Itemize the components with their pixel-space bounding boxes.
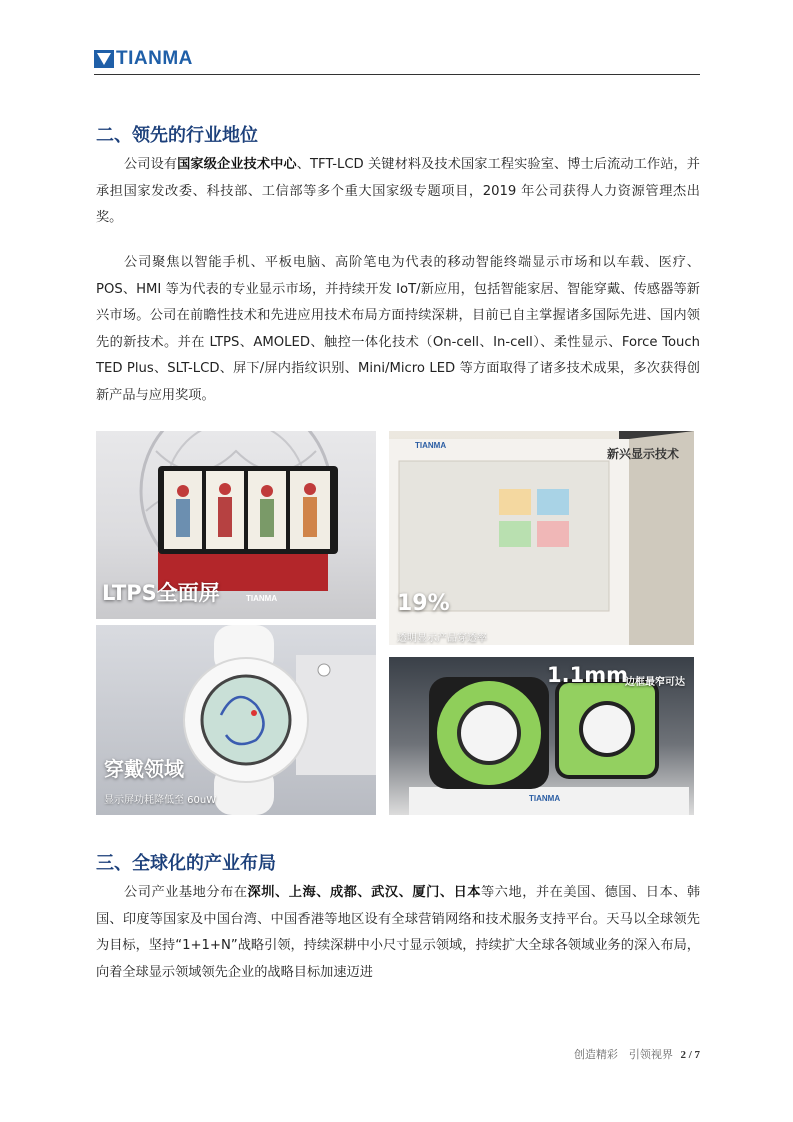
separator: 、 [357,885,372,900]
wearable-caption: 穿戴领域 [104,757,184,781]
photo-wearable-display [96,625,376,815]
section3-paragraph-1 [96,880,700,986]
tianma-logo-mark-icon [94,50,114,68]
highlight-text: 国家级企业技术中心 [177,157,297,172]
city-name: 深圳 [247,885,276,900]
bezel-caption: 边框最窄可达 [625,677,685,688]
page-header [94,46,700,75]
separator: 、 [439,885,454,900]
city-name: 武汉 [371,885,399,900]
text: 公司设有 [124,157,178,172]
transparent-brand-label: TIANMA [415,441,447,450]
photo-ltps-display [96,431,376,619]
text: 等六地，并在美国、德国、日本、韩国、印度等国家及中国台湾、中国香港等地区设有全球营销网络和技术服务支持平台。天马以全球领先为目标，坚持“1+1+N”战略引领，持续深耕中小尺寸显示领域，持续扩大全球各领域业务的深入布局，向着全球显示领域领先企业的战略目标加速迈进 [96,885,701,980]
photo-narrow-bezel-display [389,657,694,815]
wearable-subcaption: 显示屏功耗降低至 60uW [104,795,217,806]
tianma-logo [94,48,193,70]
text: 公司产业基地分布在 [124,885,248,900]
separator: 、 [275,885,289,900]
section2-title: 二、领先的行业地位 [96,125,258,146]
sign-text: 新兴显示技术 [607,447,680,461]
text: 、TFT-LCD 关键材料及技术国家工程实验室、博士后流动工作站，并承担国家发改委、科技部、工信部等多个重大国家级专题项目，2019 年公司获得人力资源管理杰出奖。 [96,157,700,225]
city-name: 日本 [453,885,482,900]
footer-slogan: 创造精彩 引领视界 [573,1048,673,1061]
city-name: 上海 [288,885,317,900]
ltps-brand-label: TIANMA [246,594,278,603]
transparency-caption: 透明显示产品穿透率 [397,633,487,644]
separator: 、 [316,885,330,900]
photo-transparent-display [389,431,694,645]
bezel-width-value: 1.1mm [547,663,628,687]
separator: 、 [398,885,413,900]
watch-graphic [96,625,376,815]
bezel-brand-label: TIANMA [529,794,561,803]
section2-paragraph-2: 公司聚焦以智能手机、平板电脑、高阶笔电为代表的移动智能终端显示市场和以车载、医疗、POS、HMI 等为代表的专业显示市场，并持续开发 IoT/新应用，包括智能家居、智能穿戴、传感器等新兴市场。公司在前瞻性技术和先进应用技术布局方面持续深耕，目前已自主掌握诸多国际先进、国内领先的新技术。并在 LTPS、AMOLED、触控一体化技术（On-cell、In-cell）、柔性显示、Force Touch TED Plus、SLT-LCD、屏下/屏内指纹识别、Mini/Micro LED 等方面取得了诸多技术成果，多次获得创新产品与应用奖项。 [96,255,700,403]
ltps-caption: LTPS全面屏 [102,581,220,605]
section2-paragraph-1 [96,152,700,232]
city-name: 厦门 [412,885,440,900]
section3-title: 三、全球化的产业布局 [96,853,276,874]
city-name: 成都 [329,885,358,900]
page-footer [574,1046,700,1062]
transparency-value: 19% [397,591,450,616]
page-number: 2 / 7 [680,1049,700,1061]
logo-text: TIANMA [116,48,193,69]
